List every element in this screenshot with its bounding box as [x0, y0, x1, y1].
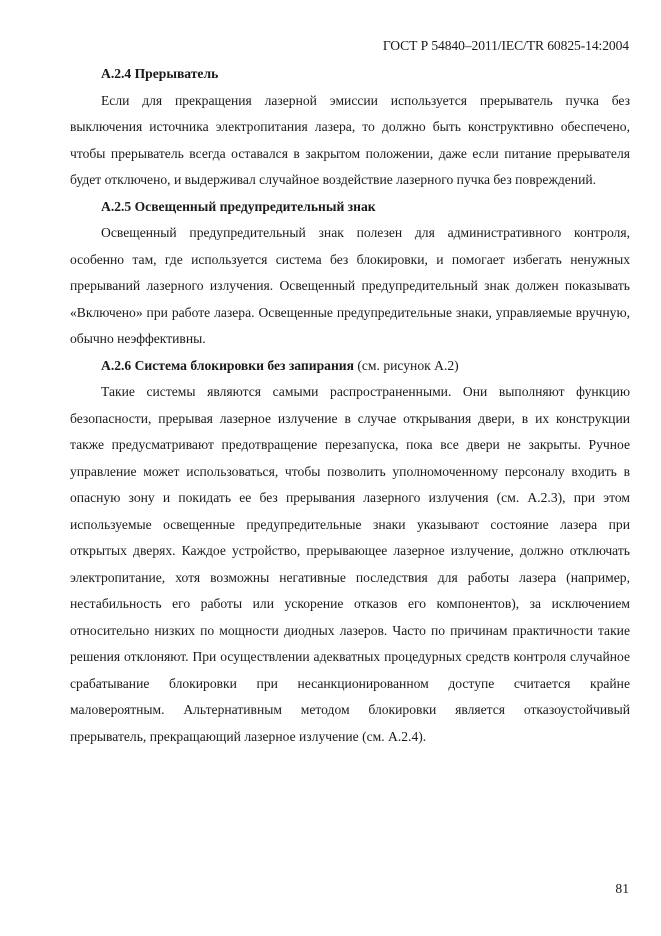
heading-text: А.2.4 Прерыватель: [101, 66, 219, 81]
heading-reference: (см. рисунок А.2): [353, 357, 459, 373]
section-heading-a26: [70, 353, 630, 380]
page-number: 81: [615, 881, 629, 896]
document-header: ГОСТ Р 54840–2011/IEC/TR 60825-14:2004: [382, 38, 629, 53]
document-body: [70, 61, 630, 750]
section-heading-a25: [70, 194, 630, 221]
paragraph-a24: Если для прекращения лазерной эмиссии используется прерыватель пучка без выключения источника электропитания лазера, то должно быть конструктивно обеспечено, чтобы прерыватель всегда оставался в закрытом положении, даже если питание прерывателя будет отключено, и выдерживал случайное воздействие лазерного пучка без повреждений.: [70, 92, 630, 187]
paragraph-a26: Такие системы являются самыми распространенными. Они выполняют функцию безопасности, прерывая лазерное излучение в случае открывания двери, в их конструкции также предусматривают предотвращение перезапуска, пока все двери не закрыты. Ручное управление может использоваться, чтобы позволить уполномоченному персоналу входить в опасную зону и покидать ее без прерывания лазерного излучения (см. А.2.3), при этом используемые освещенные предупредительные знаки указывают состояние лазера при открытых дверях. Каждое устройство, прерывающее лазерное излучение, должно отключать электропитание, хотя возможны негативные последствия для работы лазера (например, нестабильность его работы или ускорение отказов его компонентов), за исключением относительно низких по мощности диодных лазеров. Часто по причинам практичности такие решения отклоняют. При осуществлении адекватных процедурных средств контроля случайное срабатывание блокировки при несанкционированном доступе считается крайне маловероятным. Альтернативным методом блокировки является отказоустойчивый прерыватель, прекращающий лазерное излучение (см. А.2.4).: [70, 384, 630, 744]
heading-text: А.2.6 Система блокировки без запирания: [101, 357, 354, 373]
paragraph-a25: Освещенный предупредительный знак полезен для административного контроля, особенно там, где используется система без блокировки, и помогает избегать ненужных прерываний лазерного излучения. Освещенный предупредительный знак должен показывать «Включено» при работе лазера. Освещенные предупредительные знаки, управляемые вручную, обычно неэффективны.: [70, 225, 630, 346]
section-heading-a24: [70, 61, 630, 88]
heading-text: А.2.5 Освещенный предупредительный знак: [101, 198, 376, 214]
